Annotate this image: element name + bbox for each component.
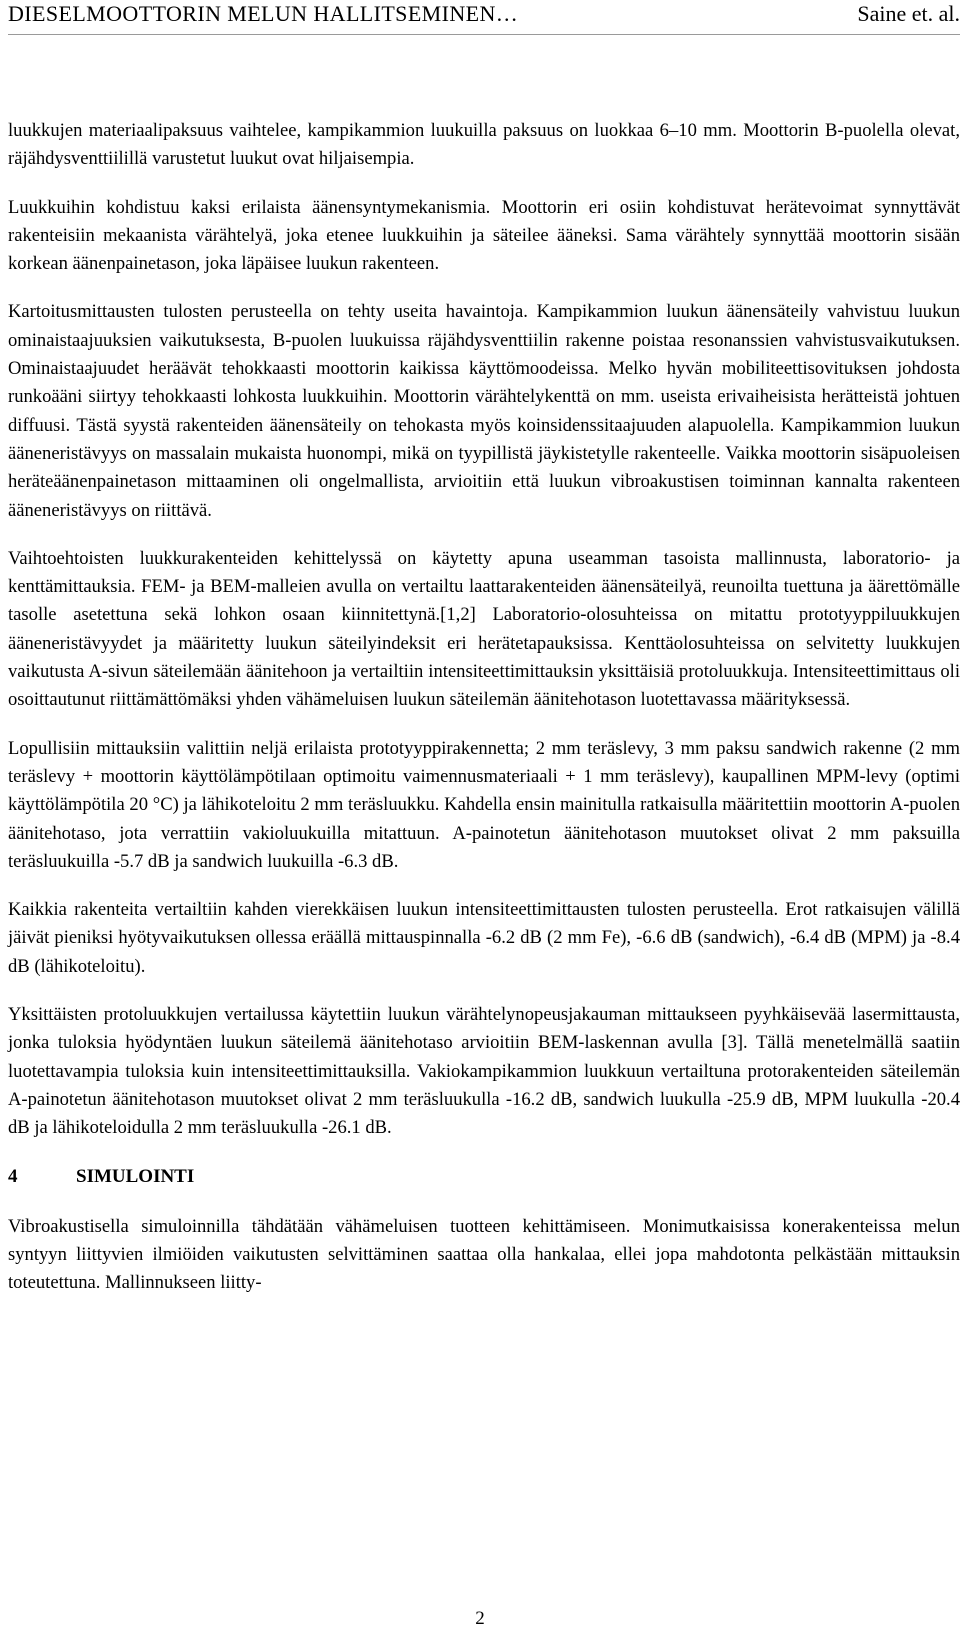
header-authors: Saine et. al. [857,1,960,26]
paragraph: Vaihtoehtoisten luukkurakenteiden kehittelyssä on käytetty apuna useamman tasoista mallinnusta, laboratorio- ja kenttämittauksia. FEM- ja BEM-malleien avulla on vertailtu laattarakenteiden äänensäteilyä, reunoilta tuettuna ja äärettömälle tasolle asetettuna sekä lohkon osaan kiinnitettynä.[1,2] Laboratorio-olosuhteissa on mitattu prototyyppiluukkujen ääneneristävyydet ja määritetty luukun säteilyindeksit eri herätetapauksissa. Kenttäolosuhteissa on selvitetty luukkujen vaikutusta A-sivun säteilemään äänitehoon ja vertailtiin intensiteettimittauksin yksittäisiä protoluukkuja. Intensiteettimittaus oli osoittautunut riittämättömäksi yhden vähämeluisen luukun säteilemän äänitehotason luotettavassa määrityksessä. [8,547,960,711]
paragraph: luukkujen materiaalipaksuus vaihtelee, kampikammion luukuilla paksuus on luokkaa 6–10 mm. Moottorin B-puolella olevat, räjähdysventtiilillä varustetut luukut ovat hiljaisempia. [8,120,960,170]
running-header [8,0,960,35]
paragraph: Yksittäisten protoluukkujen vertailussa käytettiin luukun värähtelynopeusjakauman mittaukseen pyyhkäisevää lasermittausta, jonka tuloksia hyödyntäen luukun säteilemä äänitehotaso arvioitiin BEM-laskennan avulla [3]. Tällä menetelmällä saatiin luotettavampia tuloksia kuin intensiteettimittauksilla. Vakiokampikammion luukkuun vertailtuna protorakenteiden säteilemän A-painotetun äänitehotason muutokset olivat 2 mm teräsluukulla -16.2 dB, sandwich luukulla -25.9 dB, MPM luukulla -20.4 dB ja lähikoteloidulla 2 mm teräsluukulla -26.1 dB. [8,1004,960,1139]
body-text [8,117,960,1317]
section-number: 4 [8,1165,18,1187]
page-number: 2 [475,1608,485,1629]
paragraph: Kartoitusmittausten tulosten perusteella on tehty useita havaintoja. Kampikammion luukun äänensäteily vahvistuu luukun ominaistaajuuksien vaikutuksesta, B-puolen luukuissa räjähdysventtiilin rakenne poistaa resonanssien vahvistusvaikutuksen. Ominaistaajuudet heräävät tehokkaasti moottorin kaikissa käyttömoodeissa. Melko hyvän mobiliteettisovituksen johdosta runkoääni siirtyy tehokkaasti lohkosta luukkuihin. Moottorin värähtelykenttä on mm. useista erivaiheisista herätteistä johtuen diffuusi. Tästä syystä rakenteiden äänensäteily on tehokasta myös koinsidenssitaajuuden alapuolella. Kampikammion luukun ääneneristävyys on massalain mukaista huonompi, mikä on tyypillistä jäykistetylle rakenteelle. Vaikka moottorin sisäpuoleisen heräteäänenpainetason mittaaminen oli ongelmallista, arvioitiin että luukun vibroakustisen toiminnan kannalta rakenteen ääneneristävyys on riittävä. [8,301,960,521]
section-heading [8,1163,960,1191]
paragraph: Lopullisiin mittauksiin valittiin neljä erilaista prototyyppirakennetta; 2 mm teräslevy, 3 mm paksu sandwich rakenne (2 mm teräslevy + moottorin käyttölämpötilaan optimoitu vaimennusmateriaali + 1 mm teräslevy), kaupallinen MPM-levy (optimi käyttölämpötila 20 °C) ja lähikoteloitu 2 mm teräsluukku. Kahdella ensin mainitulla ratkaisulla määritettiin moottorin A-puolen äänitehotaso, jota verrattiin vakioluukuilla mitattuun. A-painotetun äänitehotason muutokset olivat 2 mm paksuilla teräsluukuilla -5.7 dB ja sandwich luukuilla -6.3 dB. [8,737,960,872]
paragraph: Kaikkia rakenteita vertailtiin kahden vierekkäisen luukun intensiteettimittausten tulosten perusteella. Erot ratkaisujen välillä jäivät pieniksi hyötyvaikutuksen ollessa eräällä mittauspinnalla -6.2 dB (2 mm Fe), -6.6 dB (sandwich), -6.4 dB (MPM) ja -8.4 dB (lähikoteloitu). [8,899,960,977]
paragraph: Vibroakustisella simuloinnilla tähdätään vähämeluisen tuotteen kehittämiseen. Monimutkaisissa konerakenteissa melun syntyyn liittyvien ilmiöiden vaikutusten selvittäminen saattaa olla hankalaa, ellei jopa mahdotonta pelkästään mittauksin toteutettuna. Mallinnukseen liitty- [8,1215,960,1294]
section-title: SIMULOINTI [76,1165,195,1187]
paragraph: Luukkuihin kohdistuu kaksi erilaista äänensyntymekanismia. Moottorin eri osiin kohdistuvat herätevoimat synnyttävät rakenteisiin mekaanista värähtelyä, joka etenee luukkuihin ja säteilee ääneksi. Sama värähtely synnyttää moottorin sisään korkean äänenpainetason, joka läpäisee luukun rakenteen. [8,196,960,275]
header-title: DIESELMOOTTORIN MELUN HALLITSEMINEN… [8,1,519,26]
